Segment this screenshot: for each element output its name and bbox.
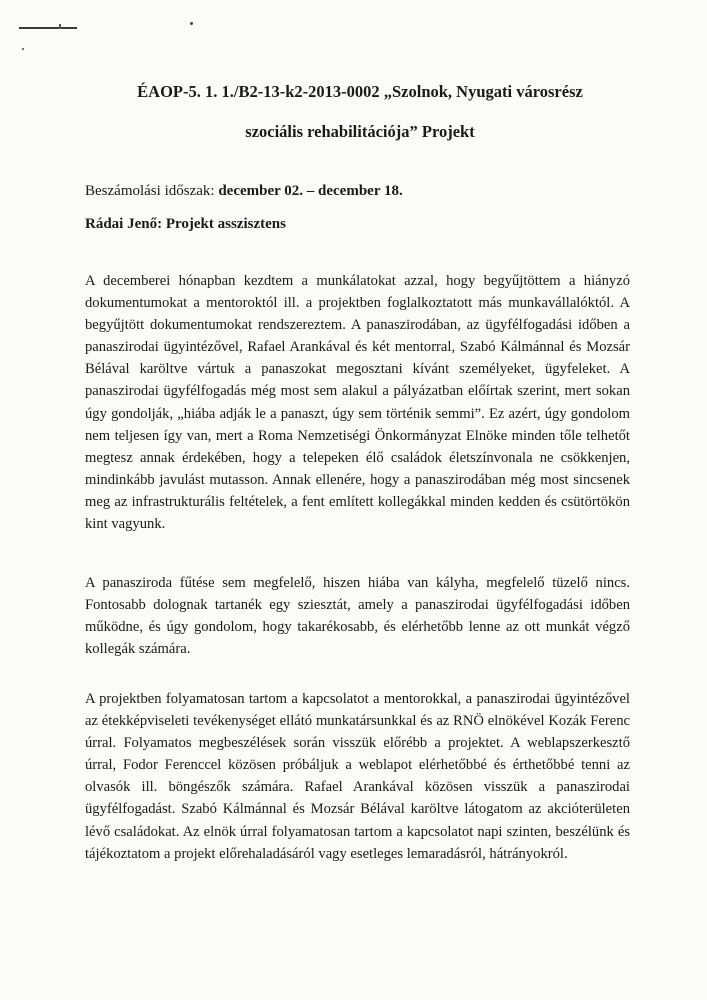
report-author: Rádai Jenő: Projekt asszisztens (85, 216, 286, 232)
body-paragraph-1: A decemberei hónapban kezdtem a munkálatokat azzal, hogy begyűjtöttem a hiányzó dokumentumokat a mentoroktól ill. a projektben foglalkoztatott más munkavállalóktól. A begyűjtött dokumentumokat rendszereztem. A panaszirodában, az ügyfélfogadási időben a panaszirodai ügyintézővel, Rafael Arankával és két mentorral, Szabó Kálmánnal és Mozsár Bélával karöltve vártuk a panaszokat megosztani kívánt személyeket, ügyfeleket. A panaszirodai ügyfélfogadás még most sem alakul a pályázatban előírtak szerint, mert sokan úgy gondolják, „hiába adják le a panaszt, úgy sem történik semmi”. Ez azért, úgy gondolom nem teljesen így van, mert a Roma Nemzetiségi Önkormányzat Elnöke minden tőle telhetőt megtesz annak érdekében, hogy a telepeken élő családok életszínvonala ne csökkenjen, mindinkább javulást mutasson. Annak ellenére, hogy a panaszirodában még most sincsenek meg az infrastrukturális feltételek, a fent említett kollegákkal minden kedden és csütörtökön kint vagyunk. (85, 273, 630, 533)
report-period (85, 183, 403, 200)
report-period-label: Beszámolási időszak: (85, 183, 219, 199)
document-title-line-2: szociális rehabilitációja” Projekt (245, 122, 475, 141)
scan-artifact-dot (190, 22, 193, 25)
scan-artifact-dot (22, 48, 24, 50)
scan-artifact-line (19, 27, 77, 29)
body-paragraph-3: A projektben folyamatosan tartom a kapcsolatot a mentorokkal, a panaszirodai ügyintézővel az étekképviseleti tevékenységet ellátó munkatársunkkal és az RNÖ elnökével Kozák Ferenc úrral. Folyamatos megbeszélések során visszük előrébb a projektet. A weblapszerkesztő úrral, Fodor Ferenccel közösen próbáljuk a weblapot elérhetőbbé és érthetőbbé tenni az olvasók ill. böngészők számára. Rafael Arankával közösen visszük a panaszirodai ügyfélfogadást. Szabó Kálmánnal és Mozsár Bélával karöltve látogatom az akcióterületen lévő családokat. Az elnök úrral folyamatosan tartom a kapcsolatot napi szinten, beszélünk és tájékoztatom a projekt előrehaladásáról vagy esetleges lemaradásról, hátrányokról. (85, 691, 630, 862)
document-title-line-1: ÉAOP-5. 1. 1./B2-13-k2-2013-0002 „Szolnok, Nyugati városrész (137, 82, 583, 101)
report-period-value: december 02. – december 18. (218, 183, 403, 199)
body-paragraph-2: A panasziroda fűtése sem megfelelő, hiszen hiába van kályha, megfelelő tüzelő nincs. Fontosabb dolognak tartanék egy sziesztát, amely a panaszirodai ügyfélfogadási időben működne, és úgy gondolom, hogy takarékosabb, és elérhetőbb lenne az ott munkát végző kollegák számára. (85, 575, 630, 658)
